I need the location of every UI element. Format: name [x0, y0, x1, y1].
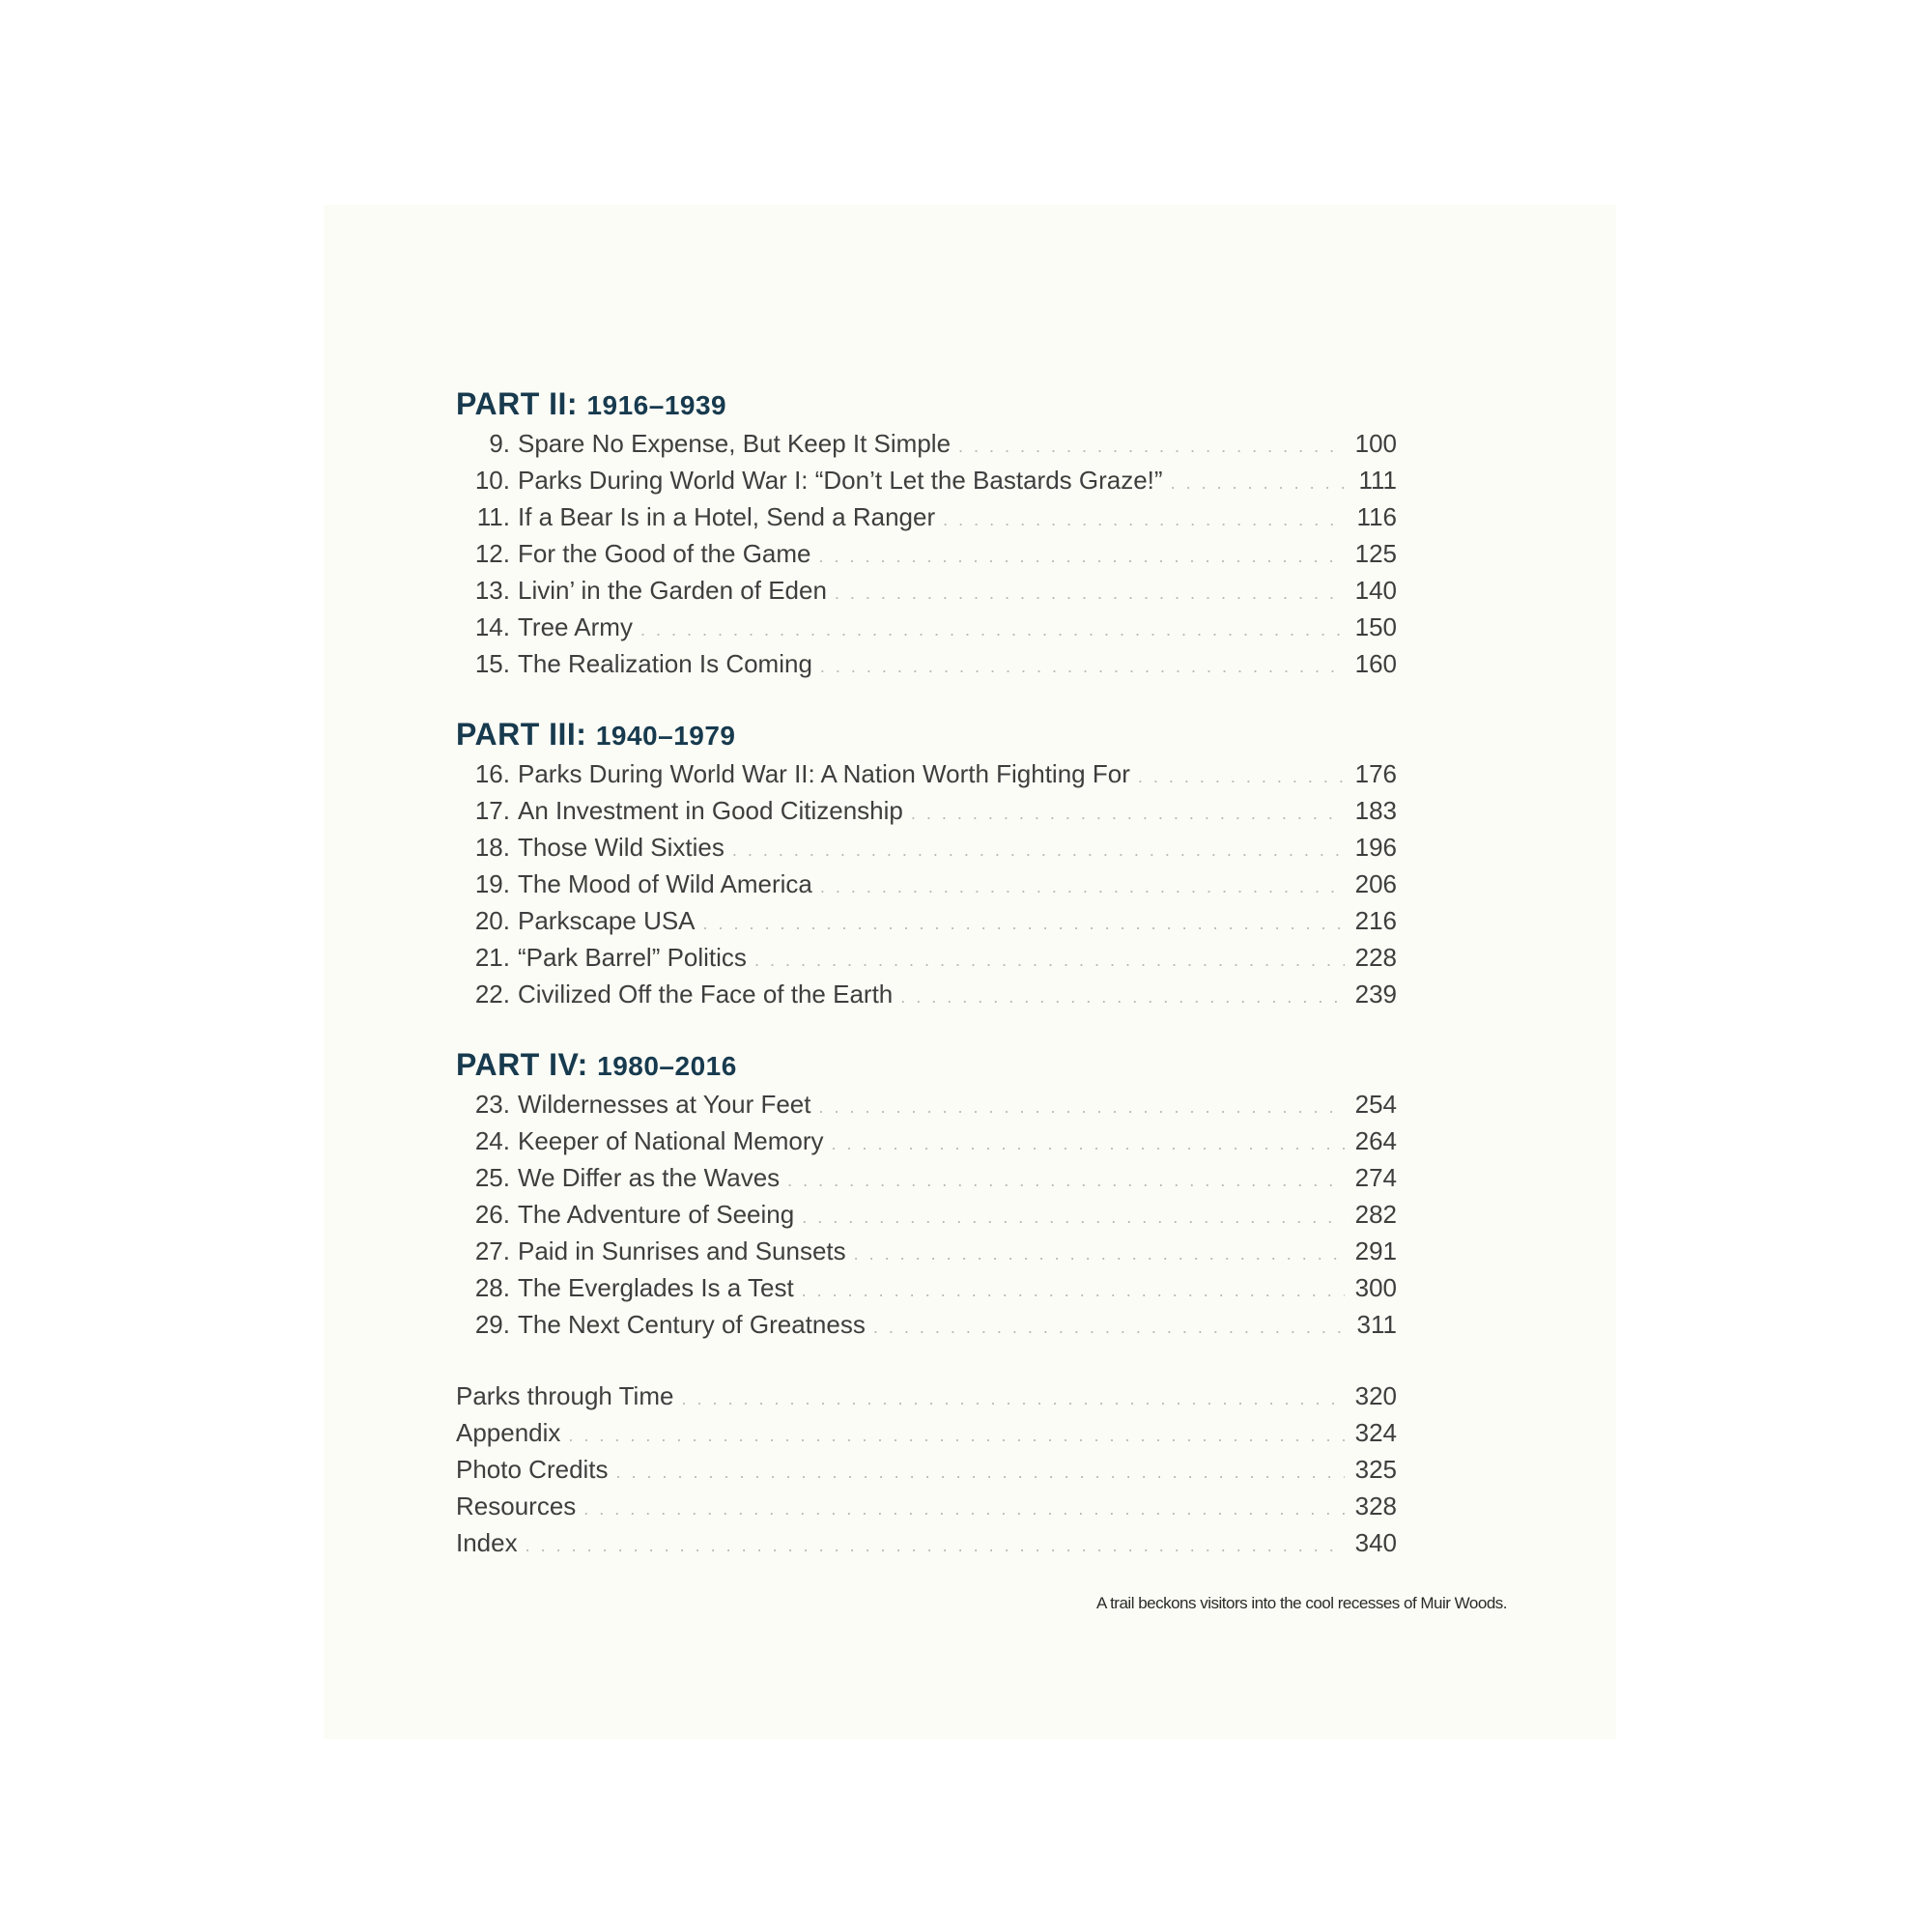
chapter-title: The Realization Is Coming — [518, 649, 812, 678]
chapter-title: “Park Barrel” Politics — [518, 943, 747, 972]
dot-leader — [943, 501, 1345, 538]
page-number: 328 — [1354, 1492, 1397, 1520]
part-heading — [456, 717, 1397, 752]
dot-leader — [681, 1380, 1345, 1417]
page-number: 324 — [1354, 1418, 1397, 1447]
chapter-title: Paid in Sunrises and Sunsets — [518, 1236, 846, 1265]
chapter-number: 17. — [474, 796, 510, 825]
part-section — [456, 717, 1397, 1012]
chapter-title: Parks During World War I: “Don’t Let the Bastards Graze!” — [518, 466, 1163, 495]
chapter-number: 9. — [489, 429, 510, 458]
chapter-title: Tree Army — [518, 612, 633, 641]
page-number: 111 — [1358, 466, 1397, 495]
chapter-number: 13. — [474, 576, 510, 605]
dot-leader — [732, 832, 1345, 868]
chapter-number: 22. — [474, 980, 510, 1009]
page-number: 239 — [1354, 980, 1397, 1009]
toc-entry[interactable] — [456, 829, 1397, 866]
chapter-title: Livin’ in the Garden of Eden — [518, 576, 827, 605]
chapter-number: 16. — [474, 759, 510, 788]
toc-entry[interactable] — [456, 535, 1397, 572]
page-number: 183 — [1354, 796, 1397, 825]
toc-entry[interactable] — [456, 425, 1397, 462]
toc-entry[interactable] — [456, 902, 1397, 939]
page-number: 254 — [1354, 1090, 1397, 1119]
back-matter-title: Resources — [456, 1492, 577, 1520]
part-heading — [456, 386, 1397, 421]
page-number: 340 — [1354, 1528, 1397, 1557]
dot-leader — [754, 942, 1345, 979]
part-label: PART IV: — [456, 1047, 588, 1082]
chapter-number: 29. — [474, 1310, 510, 1339]
toc-entry[interactable] — [456, 1159, 1397, 1196]
page-number: 160 — [1354, 649, 1397, 678]
back-matter-title: Index — [456, 1528, 518, 1557]
part-heading — [456, 1047, 1397, 1082]
dot-leader — [819, 538, 1346, 575]
photo-caption: A trail beckons visitors into the cool recesses of Muir Woods. — [1095, 1594, 1507, 1612]
page-number: 140 — [1354, 576, 1397, 605]
dot-leader — [820, 868, 1345, 905]
dot-leader — [526, 1527, 1345, 1564]
dot-leader — [583, 1491, 1345, 1527]
page-number: 206 — [1354, 869, 1397, 898]
toc-entry[interactable] — [456, 572, 1397, 609]
dot-leader — [1138, 758, 1345, 795]
dot-leader — [854, 1236, 1345, 1272]
toc-entry[interactable] — [456, 1122, 1397, 1159]
chapter-number: 24. — [474, 1126, 510, 1155]
chapter-number: 27. — [474, 1236, 510, 1265]
back-matter-title: Appendix — [456, 1418, 561, 1447]
part-label: PART III: — [456, 717, 587, 752]
chapter-number: 15. — [474, 649, 510, 678]
back-matter — [456, 1378, 1397, 1561]
page-number: 116 — [1356, 502, 1397, 531]
page-number: 291 — [1354, 1236, 1397, 1265]
dot-leader — [958, 428, 1345, 465]
toc-entry[interactable] — [456, 1233, 1397, 1269]
part-years: 1916–1939 — [586, 390, 727, 420]
chapter-number: 28. — [474, 1273, 510, 1302]
back-matter-title: Parks through Time — [456, 1381, 674, 1410]
chapter-title: The Next Century of Greatness — [518, 1310, 866, 1339]
chapter-title: An Investment in Good Citizenship — [518, 796, 903, 825]
chapter-number: 12. — [474, 539, 510, 568]
dot-leader — [1171, 465, 1345, 501]
toc-entry[interactable] — [456, 1306, 1397, 1343]
chapter-title: Parkscape USA — [518, 906, 696, 935]
chapter-number: 25. — [474, 1163, 510, 1192]
page-number: 320 — [1354, 1381, 1397, 1410]
chapter-title: Wildernesses at Your Feet — [518, 1090, 811, 1119]
chapter-title: Parks During World War II: A Nation Worth Fighting For — [518, 759, 1130, 788]
chapter-number: 20. — [474, 906, 510, 935]
toc-entry[interactable] — [456, 1378, 1397, 1414]
chapter-title: Keeper of National Memory — [518, 1126, 824, 1155]
dot-leader — [640, 611, 1345, 648]
part-years: 1940–1979 — [595, 721, 736, 751]
chapter-number: 10. — [474, 466, 510, 495]
dot-leader — [873, 1309, 1345, 1346]
toc-entry[interactable] — [456, 645, 1397, 682]
chapter-title: Those Wild Sixties — [518, 833, 724, 862]
page-number: 300 — [1354, 1273, 1397, 1302]
page-number: 176 — [1354, 759, 1397, 788]
toc-entry[interactable] — [456, 792, 1397, 829]
chapter-number: 26. — [474, 1200, 510, 1229]
dot-leader — [835, 575, 1345, 611]
page-number: 325 — [1354, 1455, 1397, 1484]
toc-entry[interactable] — [456, 1196, 1397, 1233]
dot-leader — [820, 648, 1345, 685]
chapter-number: 21. — [474, 943, 510, 972]
chapter-title: The Mood of Wild America — [518, 869, 812, 898]
chapter-title: The Adventure of Seeing — [518, 1200, 795, 1229]
page-number: 282 — [1354, 1200, 1397, 1229]
chapter-number: 18. — [474, 833, 510, 862]
part-section — [456, 386, 1397, 682]
back-matter-title: Photo Credits — [456, 1455, 609, 1484]
toc-entry[interactable] — [456, 1524, 1397, 1561]
page-number: 216 — [1354, 906, 1397, 935]
dot-leader — [802, 1199, 1345, 1236]
dot-leader — [568, 1417, 1345, 1454]
chapter-title: If a Bear Is in a Hotel, Send a Ranger — [518, 502, 936, 531]
dot-leader — [819, 1089, 1346, 1125]
table-of-contents — [456, 386, 1397, 1561]
part-section — [456, 1047, 1397, 1343]
dot-leader — [900, 979, 1345, 1015]
toc-entry[interactable] — [456, 866, 1397, 902]
part-label: PART II: — [456, 386, 579, 421]
part-years: 1980–2016 — [597, 1051, 737, 1081]
chapter-title: Spare No Expense, But Keep It Simple — [518, 429, 952, 458]
dot-leader — [831, 1125, 1345, 1162]
page-number: 100 — [1354, 429, 1397, 458]
dot-leader — [703, 905, 1345, 942]
toc-entry[interactable] — [456, 609, 1397, 645]
toc-entry[interactable] — [456, 755, 1397, 792]
toc-entry[interactable] — [456, 462, 1397, 498]
chapter-number: 14. — [474, 612, 510, 641]
toc-entry[interactable] — [456, 939, 1397, 976]
toc-entry[interactable] — [456, 1086, 1397, 1122]
dot-leader — [802, 1272, 1345, 1309]
chapter-number: 19. — [474, 869, 510, 898]
dot-leader — [787, 1162, 1345, 1199]
dot-leader — [911, 795, 1345, 832]
toc-entry[interactable] — [456, 498, 1397, 535]
page-number: 228 — [1354, 943, 1397, 972]
toc-entry[interactable] — [456, 1269, 1397, 1306]
toc-entry[interactable] — [456, 1451, 1397, 1488]
chapter-title: We Differ as the Waves — [518, 1163, 781, 1192]
chapter-number: 11. — [476, 502, 510, 531]
page-number: 311 — [1356, 1310, 1397, 1339]
page-number: 150 — [1354, 612, 1397, 641]
chapter-title: The Everglades Is a Test — [518, 1273, 794, 1302]
chapter-number: 23. — [474, 1090, 510, 1119]
toc-entry[interactable] — [456, 1488, 1397, 1524]
dot-leader — [616, 1454, 1345, 1491]
page-number: 264 — [1354, 1126, 1397, 1155]
toc-entry[interactable] — [456, 1414, 1397, 1451]
page-number: 196 — [1354, 833, 1397, 862]
toc-entry[interactable] — [456, 976, 1397, 1012]
chapter-title: Civilized Off the Face of the Earth — [518, 980, 894, 1009]
page-number: 274 — [1354, 1163, 1397, 1192]
chapter-title: For the Good of the Game — [518, 539, 811, 568]
page-number: 125 — [1354, 539, 1397, 568]
